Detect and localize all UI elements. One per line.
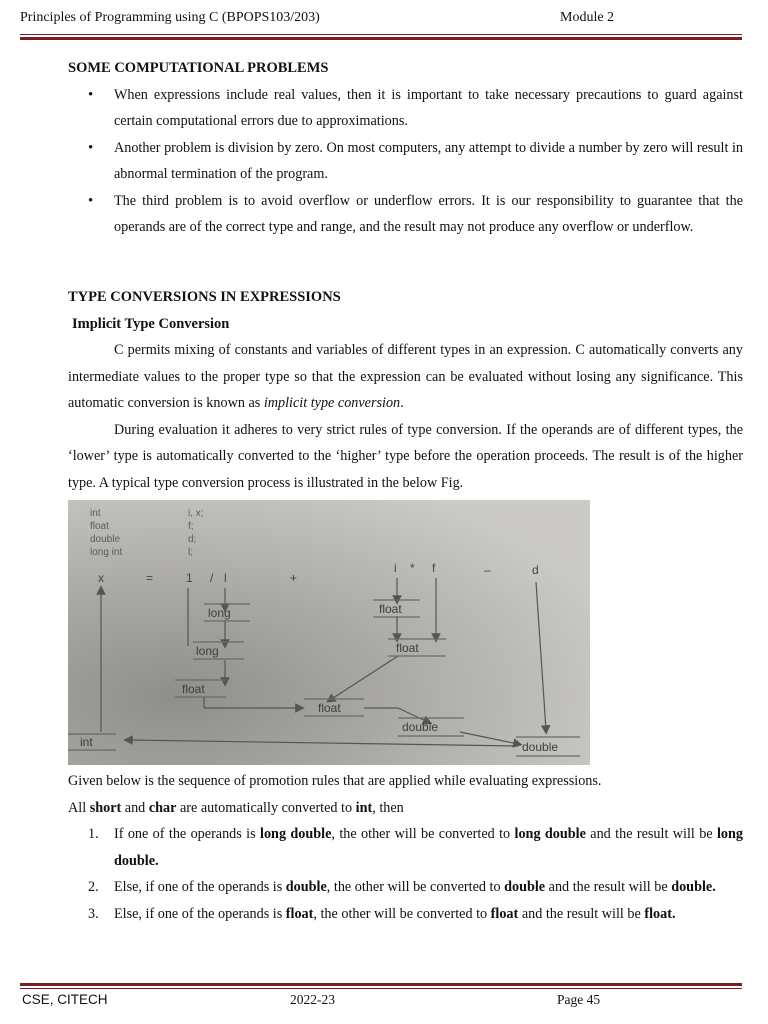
box-double: double [402, 720, 439, 734]
box-float: float [182, 682, 205, 696]
decl-type: double [90, 534, 121, 545]
bullet-icon: • [88, 192, 94, 209]
bullet-item: • When expressions include real values, then it is important to take necessary precautions to guard against certain computational errors due to approximations. [68, 82, 743, 135]
paragraph: All short and char are automatically converted to int, then [68, 799, 404, 816]
box-float: float [379, 602, 402, 616]
decl-var: l; [188, 547, 193, 558]
computational-problems-section [68, 55, 743, 241]
expr-eq: = [146, 571, 154, 585]
rules-list [68, 821, 743, 927]
subsection-heading: Implicit Type Conversion [72, 315, 230, 332]
footer-rule [20, 983, 742, 989]
photo-background [68, 500, 590, 765]
paragraph: C permits mixing of constants and variables of different types in an expression. C automatically converts any intermediate values to the proper type so that the expression can be evaluated without losing any significance. This automatic conversion is known as implicit type conversion. [68, 342, 743, 411]
header-module: Module 2 [560, 10, 615, 25]
expr-x: x [98, 571, 104, 585]
box-float: float [318, 701, 341, 715]
box-int: int [80, 735, 93, 749]
expr-minus: – [484, 563, 491, 577]
decl-type: long int [90, 547, 123, 558]
decl-var: f; [188, 521, 194, 532]
paragraph: During evaluation it adheres to very strict rules of type conversion. If the operands are of different types, the ‘lower’ type is automatically converted to the ‘higher’ type before the operation proceeds. The result is of the higher type. A typical type conversion process is illustrated in the below Fig. [68, 421, 743, 491]
rule-item: 2. Else, if one of the operands is double, the other will be converted to double and the result will be double. [88, 879, 716, 895]
expr-f: f [432, 561, 436, 575]
bullet-list [68, 82, 743, 241]
bullet-icon: • [88, 139, 94, 156]
type-conversions-section [68, 284, 743, 496]
rule-item: 1. If one of the operands is long double, the other will be converted to long double and the result will be long double. [88, 826, 743, 869]
header-title: Principles of Programming using C (BPOPS103/203) [20, 10, 320, 25]
figure-svg [68, 500, 590, 765]
footer-page-number: Page 45 [557, 992, 601, 1007]
box-long: long [208, 606, 231, 620]
expr-slash: / [210, 571, 214, 585]
section-heading: TYPE CONVERSIONS IN EXPRESSIONS [68, 289, 341, 305]
expr-star: * [410, 561, 415, 575]
footer-dept: CSE, CITECH [22, 992, 108, 1007]
decl-var: d; [188, 534, 197, 545]
decl-type: float [90, 521, 109, 532]
bullet-item: • The third problem is to avoid overflow or underflow errors. It is our responsibility to guarantee that the operands are of the correct type and range, and the result may not produce any overflow or underflow. [68, 188, 743, 241]
paragraph: Given below is the sequence of promotion rules that are applied while evaluating expressions. [68, 773, 602, 789]
bullet-item: • Another problem is division by zero. On most computers, any attempt to divide a number by zero will result in abnormal termination of the program. [68, 135, 743, 188]
expr-i: i [394, 561, 397, 575]
expr-d: d [532, 563, 539, 577]
decl-var: i, x; [188, 508, 204, 519]
box-double: double [522, 740, 559, 754]
section-heading: SOME COMPUTATIONAL PROBLEMS [68, 60, 329, 76]
footer-year: 2022-23 [290, 992, 335, 1007]
bullet-icon: • [88, 86, 94, 103]
rule-item: 3. Else, if one of the operands is float, the other will be converted to float and the result will be float. [88, 905, 676, 922]
expr-plus: + [290, 571, 298, 585]
decl-type: int [90, 508, 101, 519]
expr-one: 1 [186, 571, 193, 585]
box-float: float [396, 641, 419, 655]
box-long: long [196, 644, 219, 658]
promotion-rules-section [68, 768, 743, 927]
header-rule [20, 34, 742, 40]
type-conversion-figure [68, 500, 590, 765]
expr-l: l [224, 571, 227, 585]
